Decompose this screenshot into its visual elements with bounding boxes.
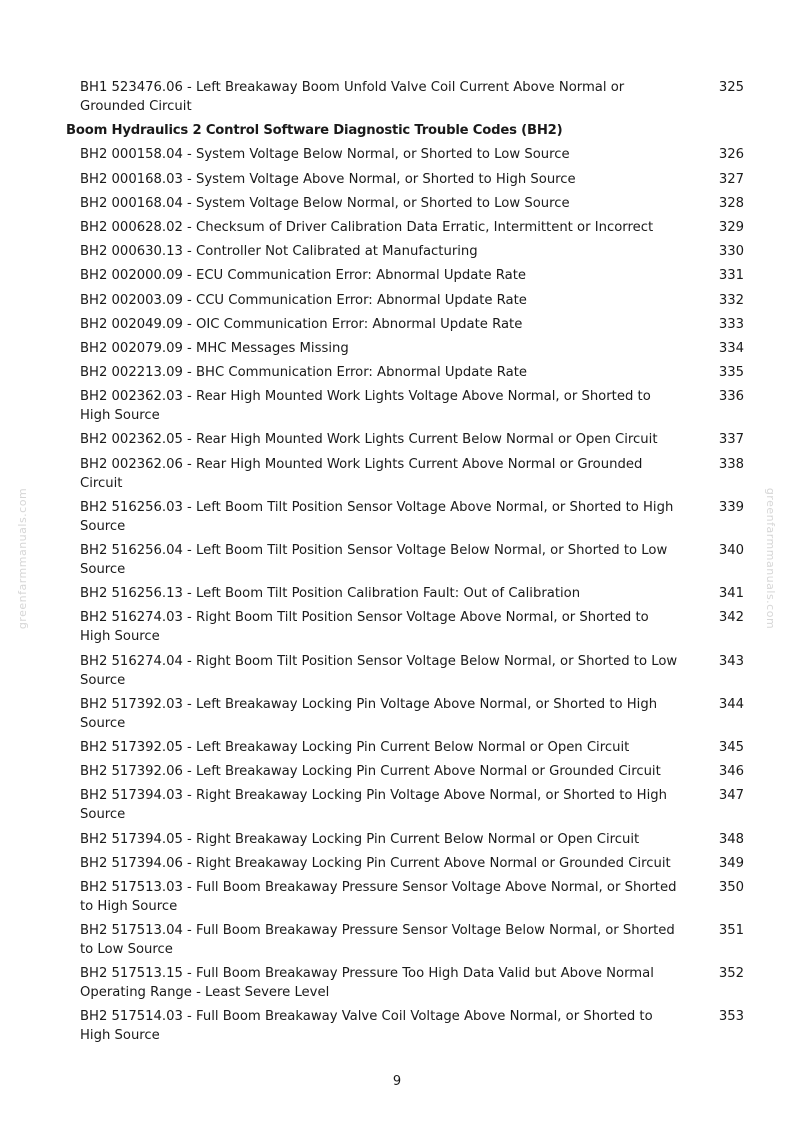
toc-entry-title: BH2 517392.03 - Left Breakaway Locking Pin Voltage Above Normal, or Shorted to High Source: [80, 696, 658, 731]
toc-entry-title: BH2 002079.09 - MHC Messages Missing: [80, 340, 349, 356]
toc-entry-page: 345: [718, 739, 744, 755]
toc-entry[interactable]: [0, 498, 794, 536]
toc-entry-title: BH2 002003.09 - CCU Communication Error: Abnormal Update Rate: [80, 292, 527, 308]
toc-entry-title: BH2 517513.03 - Full Boom Breakaway Pressure Sensor Voltage Above Normal, or Shorted to High Source: [80, 879, 677, 914]
toc-entry-page: 337: [718, 432, 744, 448]
toc-entry[interactable]: [0, 291, 794, 310]
toc-entry-title: BH2 517394.05 - Right Breakaway Locking Pin Current Below Normal or Open Circuit: [80, 831, 640, 847]
toc-entry[interactable]: [0, 218, 794, 237]
toc-entry-title: BH2 517394.03 - Right Breakaway Locking Pin Voltage Above Normal, or Shorted to High Source: [80, 788, 667, 823]
toc-entry-page: 349: [718, 855, 744, 871]
section-heading: Boom Hydraulics 2 Control Software Diagnostic Trouble Codes (BH2): [66, 123, 563, 139]
toc-entry-title: BH2 002049.09 - OIC Communication Error: Abnormal Update Rate: [80, 316, 523, 332]
toc-entry-title: BH2 517392.06 - Left Breakaway Locking Pin Current Above Normal or Grounded Circuit: [80, 764, 661, 780]
toc-entry[interactable]: [0, 652, 794, 690]
table-of-contents: [0, 78, 794, 1051]
toc-entry-page: 326: [718, 147, 744, 163]
toc-entry-title: BH2 516256.04 - Left Boom Tilt Position Sensor Voltage Below Normal, or Shorted to Low Source: [80, 543, 668, 577]
watermark-right: greenfarmmanuals.com: [764, 487, 778, 630]
toc-entry[interactable]: [0, 339, 794, 358]
toc-entry-title: BH2 517392.05 - Left Breakaway Locking Pin Current Below Normal or Open Circuit: [80, 739, 630, 755]
toc-entry-title: BH2 517513.15 - Full Boom Breakaway Pressure Too High Data Valid but Above Normal Operating Range - Least Severe Level: [80, 966, 654, 1001]
toc-entry[interactable]: [0, 363, 794, 382]
toc-entry-page: 328: [718, 195, 744, 211]
toc-entry-title: BH2 000630.13 - Controller Not Calibrated at Manufacturing: [80, 244, 478, 260]
toc-entry-page: 332: [718, 292, 744, 308]
toc-entry-page: 348: [718, 831, 744, 847]
toc-entry-page: 338: [718, 456, 744, 472]
toc-entry-page: 353: [718, 1009, 744, 1025]
toc-entry-page: 333: [718, 316, 744, 332]
toc-entry[interactable]: [0, 145, 794, 164]
toc-entry-page: 336: [718, 389, 744, 405]
toc-entry[interactable]: [0, 695, 794, 733]
toc-entry[interactable]: [0, 242, 794, 261]
toc-entry-title: BH2 000628.02 - Checksum of Driver Calibration Data Erratic, Intermittent or Incorrect: [80, 219, 654, 235]
toc-entry-title: BH2 002213.09 - BHC Communication Error: Abnormal Update Rate: [80, 365, 528, 381]
toc-entry[interactable]: [0, 584, 794, 603]
toc-entry-page: 327: [718, 171, 744, 187]
toc-entry-title: BH2 516274.03 - Right Boom Tilt Position Sensor Voltage Above Normal, or Shorted to High Source: [80, 610, 649, 645]
toc-entry[interactable]: [0, 921, 794, 959]
toc-entry-title: BH2 517513.04 - Full Boom Breakaway Pressure Sensor Voltage Below Normal, or Shorted to Low Source: [80, 923, 675, 958]
toc-entry-page: 351: [718, 923, 744, 939]
toc-entry-title: BH2 516256.03 - Left Boom Tilt Position Sensor Voltage Above Normal, or Shorted to High Source: [80, 499, 674, 534]
toc-entry[interactable]: [0, 78, 794, 116]
toc-entry[interactable]: [0, 608, 794, 646]
page-number: 9: [392, 1074, 402, 1089]
toc-entry-page: 331: [718, 268, 744, 284]
toc-entry[interactable]: [0, 964, 794, 1002]
toc-entry-page: 325: [718, 80, 744, 95]
toc-entry-page: 343: [718, 653, 744, 669]
toc-entry-title: BH2 002362.06 - Rear High Mounted Work Lights Current Above Normal or Grounded Circuit: [80, 456, 643, 491]
toc-entry-page: 341: [718, 586, 744, 602]
watermark-left: greenfarmmanuals.com: [16, 487, 30, 630]
toc-entry-page: 329: [718, 219, 744, 235]
toc-entry[interactable]: [0, 1007, 794, 1045]
toc-entry[interactable]: [0, 762, 794, 781]
toc-entry-title: BH1 523476.06 - Left Breakaway Boom Unfold Valve Coil Current Above Normal or Grounded Circuit: [80, 80, 625, 114]
toc-entry-page: 352: [718, 966, 744, 982]
toc-entry[interactable]: [0, 315, 794, 334]
toc-entry-page: 350: [718, 879, 744, 895]
toc-entry[interactable]: [0, 830, 794, 849]
toc-entry[interactable]: [0, 786, 794, 824]
toc-entry[interactable]: [0, 266, 794, 285]
toc-entry-page: 346: [718, 764, 744, 780]
toc-entry-title: BH2 000158.04 - System Voltage Below Normal, or Shorted to Low Source: [80, 147, 570, 163]
toc-entry-page: 335: [718, 365, 744, 381]
toc-entry-title: BH2 516274.04 - Right Boom Tilt Position Sensor Voltage Below Normal, or Shorted to Low Source: [80, 653, 678, 688]
toc-entry-page: 347: [718, 788, 744, 804]
toc-entry[interactable]: [0, 854, 794, 873]
toc-entry[interactable]: [0, 170, 794, 189]
toc-entry-page: 344: [718, 696, 744, 712]
toc-entry[interactable]: [0, 738, 794, 757]
toc-entry-title: BH2 517514.03 - Full Boom Breakaway Valve Coil Voltage Above Normal, or Shorted to High Source: [80, 1009, 653, 1044]
toc-entry-page: 330: [718, 244, 744, 260]
toc-entry-page: 342: [718, 610, 744, 626]
toc-entry[interactable]: [0, 430, 794, 449]
toc-entry[interactable]: [0, 878, 794, 916]
toc-entry[interactable]: [0, 455, 794, 493]
toc-entry-title: BH2 002362.05 - Rear High Mounted Work Lights Current Below Normal or Open Circuit: [80, 432, 658, 448]
toc-entry-page: 339: [718, 499, 744, 515]
toc-entry[interactable]: [0, 387, 794, 425]
toc-entry-page: 340: [718, 543, 744, 558]
toc-entry-title: BH2 002000.09 - ECU Communication Error: Abnormal Update Rate: [80, 268, 527, 284]
toc-entry-title: BH2 002362.03 - Rear High Mounted Work Lights Voltage Above Normal, or Shorted to High Source: [80, 389, 651, 424]
toc-entry-title: BH2 516256.13 - Left Boom Tilt Position Calibration Fault: Out of Calibration: [80, 586, 581, 602]
toc-entry[interactable]: [0, 194, 794, 213]
toc-entry-title: BH2 000168.03 - System Voltage Above Normal, or Shorted to High Source: [80, 171, 576, 187]
toc-entry-title: BH2 000168.04 - System Voltage Below Normal, or Shorted to Low Source: [80, 195, 570, 211]
toc-entry[interactable]: [0, 541, 794, 579]
toc-entry-title: BH2 517394.06 - Right Breakaway Locking Pin Current Above Normal or Grounded Circuit: [80, 855, 671, 871]
toc-entry-page: 334: [718, 340, 744, 356]
